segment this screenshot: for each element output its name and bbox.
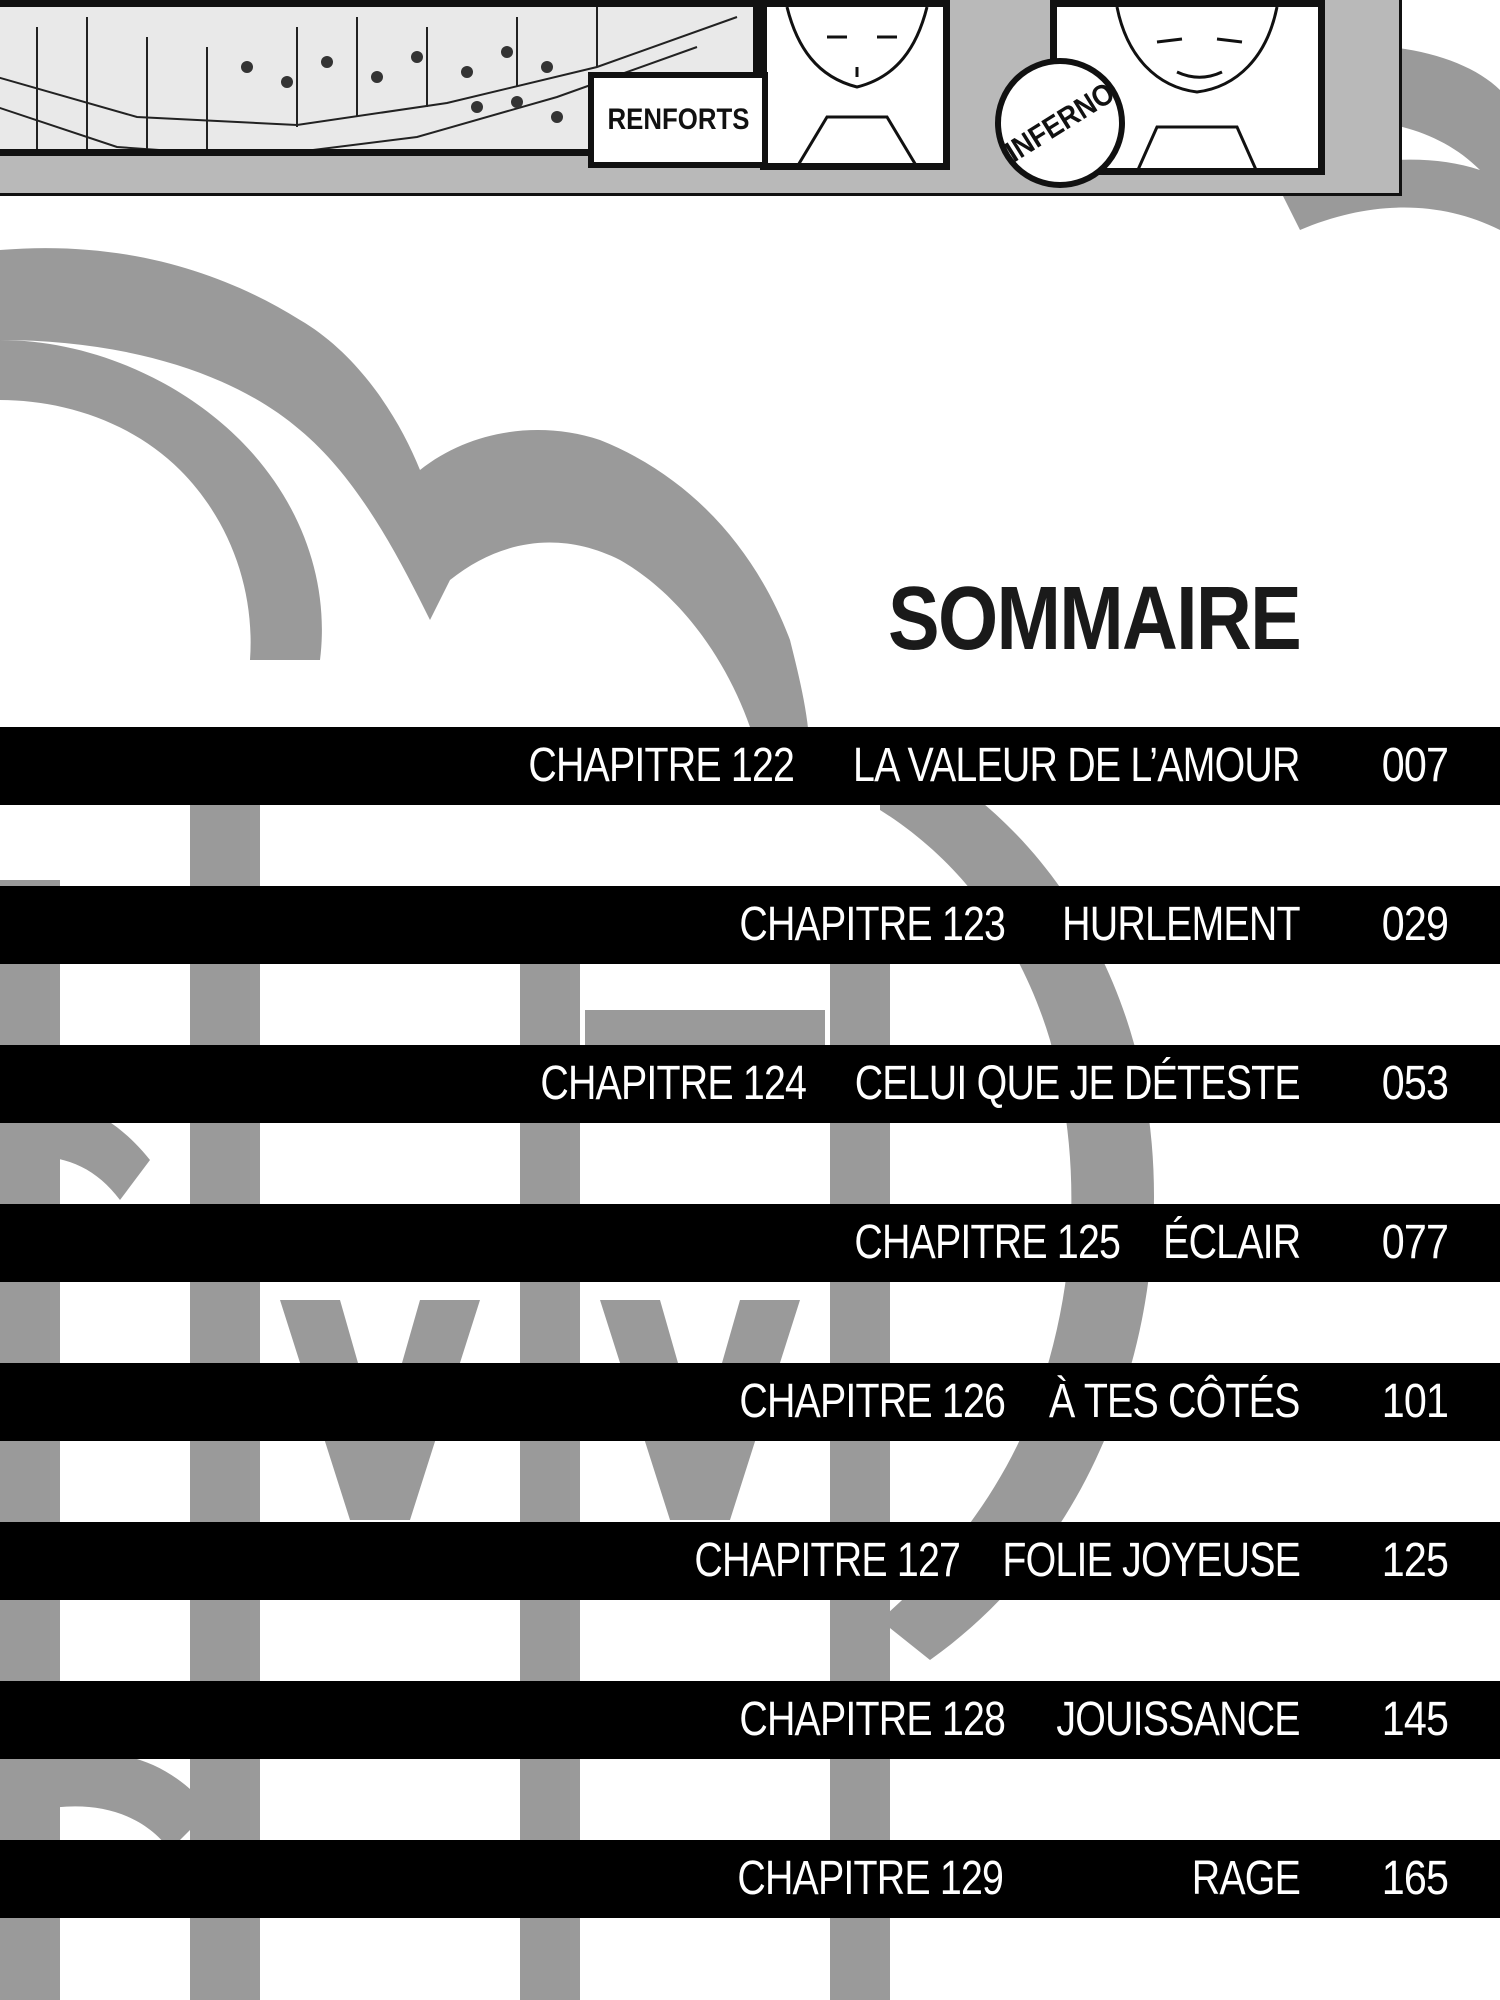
toc-row — [0, 1363, 1500, 1441]
caption-text: RENFORTS — [607, 103, 749, 136]
chapter-label: CHAPITRE 129 — [737, 1852, 1003, 1905]
chapter-page: 125 — [1381, 1534, 1448, 1587]
chapter-label: CHAPITRE 126 — [739, 1375, 1005, 1428]
chapter-title: À TES CÔTÉS — [1049, 1375, 1300, 1428]
toc-row — [0, 1045, 1500, 1123]
chapter-label: CHAPITRE 125 — [854, 1216, 1120, 1269]
page-title: SOMMAIRE — [888, 569, 1300, 669]
chapter-title: CELUI QUE JE DÉTESTE — [854, 1057, 1300, 1110]
toc-row — [0, 1681, 1500, 1759]
caption-box — [588, 72, 768, 168]
character-portrait-1 — [767, 7, 947, 167]
comic-panel-character-1 — [760, 0, 950, 170]
chapter-label: CHAPITRE 122 — [528, 739, 794, 792]
chapter-label: CHAPITRE 123 — [739, 898, 1005, 951]
chapter-title: ÉCLAIR — [1162, 1216, 1300, 1269]
chapter-page: 077 — [1381, 1216, 1448, 1269]
chapter-page: 053 — [1381, 1057, 1448, 1110]
chapter-page: 145 — [1381, 1693, 1448, 1746]
chapter-page: 165 — [1381, 1852, 1448, 1905]
inferno-logo — [995, 58, 1125, 188]
chapter-label: CHAPITRE 127 — [694, 1534, 960, 1587]
chapter-title: LA VALEUR DE L’AMOUR — [853, 739, 1300, 792]
toc-row — [0, 1204, 1500, 1282]
toc-row — [0, 886, 1500, 964]
chapter-title: HURLEMENT — [1062, 898, 1300, 951]
toc-row — [0, 1840, 1500, 1918]
chapter-title: JOUISSANCE — [1056, 1693, 1300, 1746]
chapter-page: 029 — [1381, 898, 1448, 951]
chapter-label: CHAPITRE 124 — [540, 1057, 806, 1110]
chapter-page: 007 — [1381, 739, 1448, 792]
toc-row — [0, 1522, 1500, 1600]
chapter-title: FOLIE JOYEUSE — [1002, 1534, 1300, 1587]
chapter-page: 101 — [1381, 1375, 1448, 1428]
comic-strip — [0, 0, 1402, 196]
chapter-label: CHAPITRE 128 — [739, 1693, 1005, 1746]
chapter-title: RAGE — [1191, 1852, 1300, 1905]
toc-row — [0, 727, 1500, 805]
inferno-logo-text: INFERNO — [999, 76, 1120, 169]
